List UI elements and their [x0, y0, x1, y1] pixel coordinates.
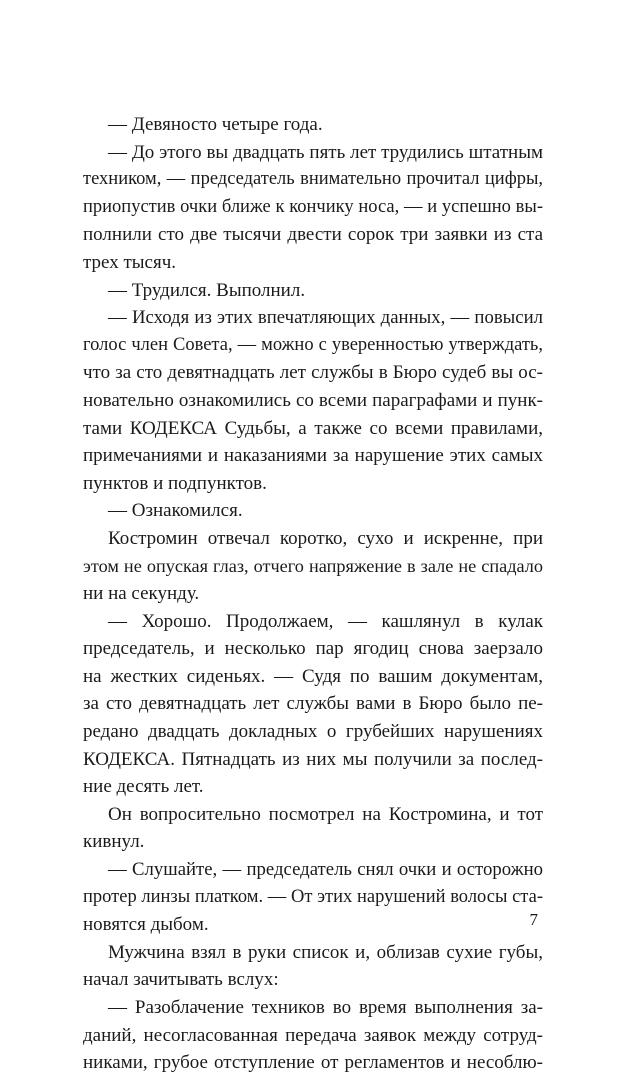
text-line: что за сто девятнадцать лет службы в Бюро судеб вы ос- — [83, 362, 543, 384]
text-line: начал зачитывать вслух: — [83, 969, 279, 991]
text-line: Мужчина взял в руки список и, облизав сухие губы, — [108, 941, 543, 963]
text-line: КОДЕКСА. Пятнадцать из них мы получили за послед- — [83, 748, 543, 770]
text-line: никами, грубое отступление от регламентов и несоблю- — [83, 1052, 543, 1074]
text-line: за сто девятнадцать лет службы вами в Бюро было пе- — [83, 693, 543, 715]
text-line: — До этого вы двадцать пять лет трудились штатным — [108, 141, 543, 163]
text-line: кивнул. — [83, 831, 145, 853]
body-text — [83, 111, 543, 1077]
text-line: — Трудился. Выполнил. — [108, 279, 306, 301]
text-line: ние десять лет. — [83, 776, 204, 798]
text-line: — Исходя из этих впечатляющих данных, — повысил — [108, 307, 543, 329]
text-line: ни на секунду. — [83, 583, 200, 605]
text-line: — Ознакомился. — [108, 500, 243, 522]
text-line: — Слушайте, — председатель снял очки и осторожно — [108, 859, 543, 881]
text-line: новательно ознакомились со всеми параграфами и пунк- — [83, 389, 543, 411]
text-line: полнили сто две тысячи двести сорок три заявки из ста — [83, 224, 543, 246]
text-line: — Девяносто четыре года. — [108, 114, 323, 135]
text-line: редано двадцать докладных о грубейших нарушениях — [83, 721, 543, 743]
text-line: — Разоблачение техников во время выполнения за- — [108, 997, 543, 1018]
text-line: новятся дыбом. — [83, 914, 209, 936]
page-number: 7 — [529, 910, 538, 929]
text-line: Костромин отвечал коротко, сухо и искренне, при — [108, 527, 543, 549]
text-line: тами КОДЕКСА Судьбы, а также со всеми правилами, — [83, 417, 543, 439]
text-line: примечаниями и наказаниями за нарушение этих самых — [83, 445, 543, 467]
text-line: — Хорошо. Продолжаем, — кашлянул в кулак — [108, 610, 543, 632]
text-line: голос член Совета, — можно с уверенностью утверждать, — [83, 334, 543, 355]
text-line: этом не опуская глаз, отчего напряжение в зале не спадало — [83, 555, 543, 576]
text-line: техником, — председатель внимательно прочитал цифры, — [83, 169, 543, 190]
text-line: Он вопросительно посмотрел на Костромина, и тот — [108, 803, 543, 825]
text-line: даний, несогласованная передача заявок между сотруд- — [83, 1024, 543, 1046]
text-line: протер линзы платком. — От этих нарушений волосы ста- — [83, 886, 543, 907]
text-line: председатель, и несколько пар ягодиц снова заерзало — [83, 638, 543, 660]
text-line: на жестких сиденьях. — Судя по вашим документам, — [83, 665, 543, 687]
text-line: пунктов и подпунктов. — [83, 472, 267, 494]
text-line: трех тысяч. — [83, 251, 177, 273]
text-line: приопустив очки ближе к кончику носа, — и успешно вы- — [83, 196, 543, 217]
